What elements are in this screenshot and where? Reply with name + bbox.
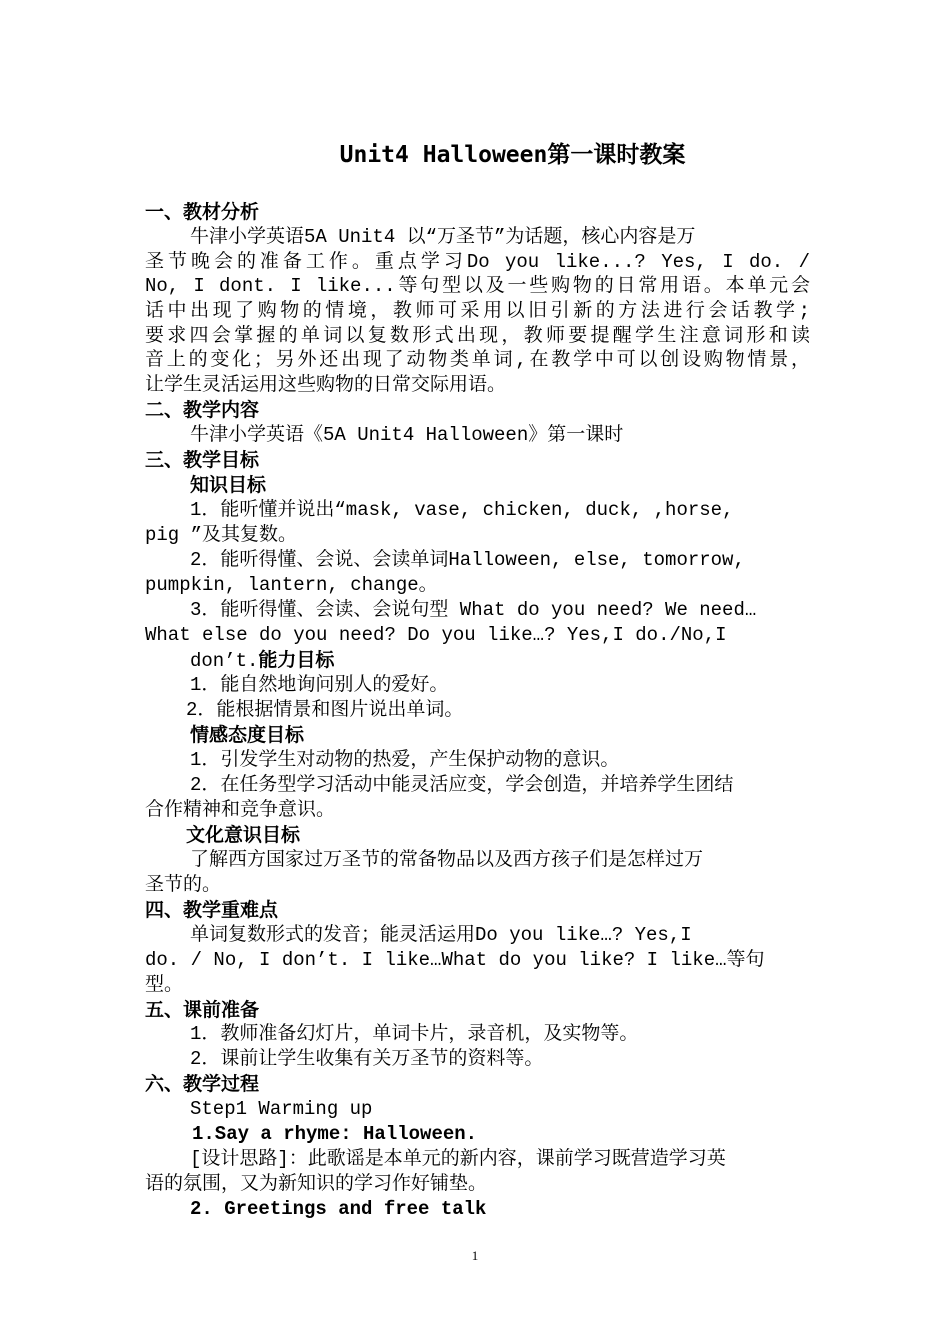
section-heading-4: 四、教学重难点 <box>145 899 279 921</box>
subheading-culture: 文化意识目标 <box>186 824 301 846</box>
subheading-knowledge: 知识目标 <box>190 474 267 496</box>
list-item-continued <box>190 648 855 672</box>
list-item: 3．能听得懂、会读、会说句型 What do you need? We need… <box>190 599 757 621</box>
paragraph-line: 单词复数形式的发音；能灵活运用Do you like…? Yes,I <box>190 924 692 946</box>
step-item: 2. Greetings and free talk <box>190 1198 487 1220</box>
section-heading-3: 三、教学目标 <box>145 449 260 471</box>
paragraph-line: 了解西方国家过万圣节的常备物品以及西方孩子们是怎样过万 <box>190 849 704 871</box>
list-item-tail: don’t. <box>190 650 259 672</box>
page-number: 1 <box>471 1248 479 1263</box>
paragraph-line: 牛津小学英语《5A Unit4 Halloween》第一课时 <box>190 424 624 446</box>
paragraph-line: 音上的变化；另外还出现了动物类单词,在教学中可以创设购物情景， <box>145 349 810 371</box>
subheading-ability: 能力目标 <box>258 649 335 671</box>
paragraph-line: do. / No, I don’t. I like…What do you like? I like…等句 <box>145 949 765 971</box>
list-item: 1．能听懂并说出“mask, vase, chicken, duck, ,horse, <box>190 499 734 521</box>
paragraph-line: [设计思路]：此歌谣是本单元的新内容，课前学习既营造学习英 <box>190 1148 726 1170</box>
list-item: 1．能自然地询问别人的爱好。 <box>190 674 449 696</box>
section-heading-6: 六、教学过程 <box>145 1073 260 1095</box>
paragraph-line: 圣节晚会的准备工作。重点学习Do you like...? Yes, I do. / <box>145 251 810 273</box>
paragraph-line: No, I dont. I like...等句型以及一些购物的日常用语。本单元会 <box>145 275 810 297</box>
list-item: 2．课前让学生收集有关万圣节的资料等。 <box>190 1048 544 1070</box>
paragraph-line: 型。 <box>145 974 184 996</box>
paragraph-line: 语的氛围，又为新知识的学习作好铺垫。 <box>145 1173 488 1195</box>
paragraph-line: 圣节的。 <box>145 874 222 896</box>
list-item-continued: What else do you need? Do you like…? Yes,I do./No,I <box>145 624 727 646</box>
paragraph-line: 要求四会掌握的单词以复数形式出现，教师要提醒学生注意词形和读 <box>145 325 810 347</box>
page-title: Unit4 Halloween第一课时教案 <box>339 142 686 168</box>
paragraph-line: 牛津小学英语5A Unit4 以“万圣节”为话题，核心内容是万 <box>190 226 696 248</box>
list-item: 1．教师准备幻灯片，单词卡片，录音机，及实物等。 <box>190 1023 639 1045</box>
list-item-continued: pig ”及其复数。 <box>145 524 298 546</box>
subheading-attitude: 情感态度目标 <box>190 724 305 746</box>
section-heading-5: 五、课前准备 <box>145 999 260 1021</box>
list-item: 1．引发学生对动物的热爱，产生保护动物的意识。 <box>190 749 620 771</box>
step-item: 1.Say a rhyme: Halloween. <box>192 1123 478 1145</box>
list-item: 2．在任务型学习活动中能灵活应变，学会创造，并培养学生团结 <box>190 774 734 796</box>
paragraph-line: 话中出现了购物的情境，教师可采用以旧引新的方法进行会话教学; <box>145 300 810 322</box>
section-heading-1: 一、教材分析 <box>145 201 260 223</box>
list-item: 2．能听得懂、会说、会读单词Halloween, else, tomorrow, <box>190 549 745 571</box>
step-heading: Step1 Warming up <box>190 1098 373 1120</box>
paragraph-line: 让学生灵活运用这些购物的日常交际用语。 <box>145 374 507 396</box>
list-item: 2．能根据情景和图片说出单词。 <box>186 699 464 721</box>
section-heading-2: 二、教学内容 <box>145 399 260 421</box>
list-item-continued: pumpkin, lantern, change。 <box>145 574 438 596</box>
list-item-continued: 合作精神和竞争意识。 <box>145 799 336 821</box>
